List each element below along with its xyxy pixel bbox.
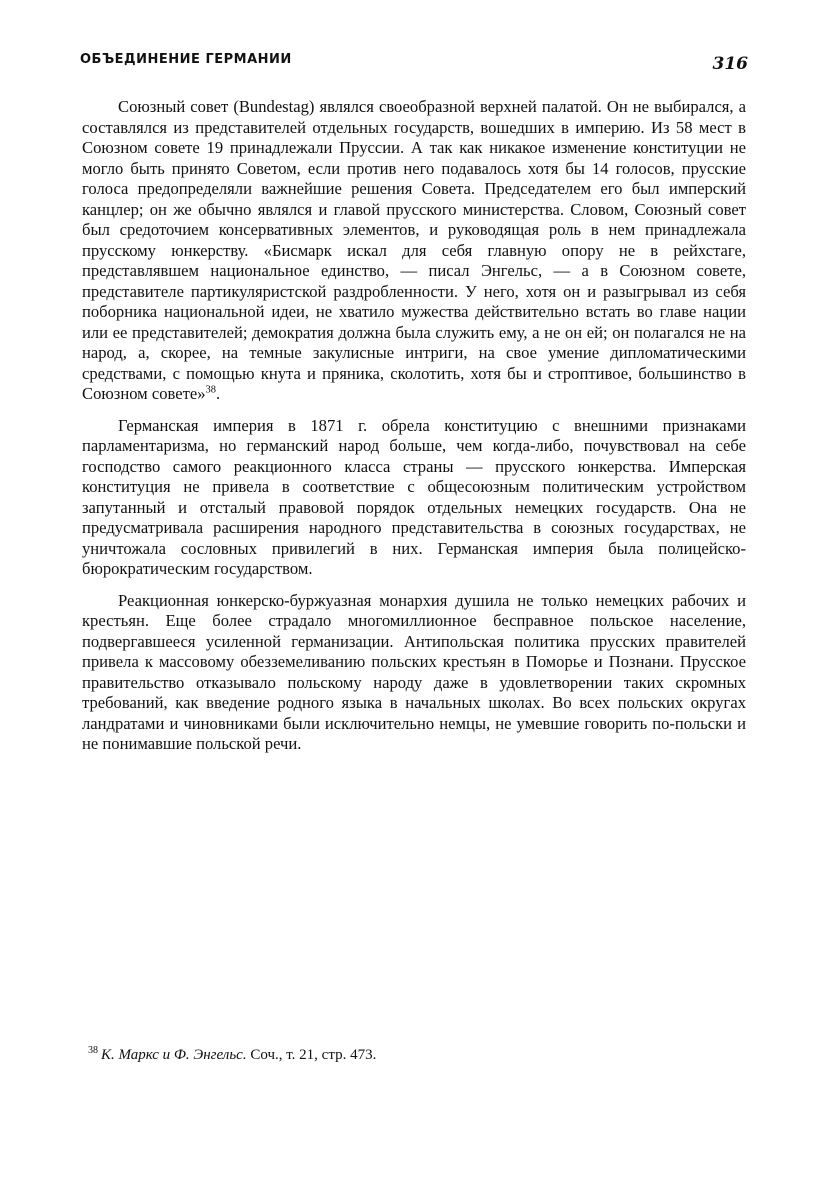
footnote-mark: 38 bbox=[88, 1045, 98, 1056]
footnote-reference: 38 bbox=[205, 384, 217, 396]
footnote bbox=[88, 1047, 748, 1064]
paragraph-2-text: Германская империя в 1871 г. обрела конституцию с внешними признаками парламентаризма, но германский народ больше, чем когда-либо, почувствовал на себе господство самого реакционного класса страны — прусского юнкерства. Имперская конституция не привела в соответствие с общесоюзным политическим устройством запутанный и отсталый правовой порядок отдельных немецких государств. Она не предусматривала расширения народного представительства в союзных государствах, не уничтожала сословных привилегий в них. Германская империя была полицейско-бюрократическим государством. bbox=[82, 415, 746, 578]
paragraph-2 bbox=[82, 416, 746, 580]
footnote-authors: К. Маркс и Ф. Энгельс. bbox=[101, 1047, 247, 1063]
page-number: 316 bbox=[712, 54, 748, 74]
running-head bbox=[80, 52, 748, 76]
body-text bbox=[82, 97, 746, 755]
footnote-citation: Соч., т. 21, стр. 473. bbox=[246, 1047, 377, 1063]
paragraph-3 bbox=[82, 591, 746, 755]
paragraph-3-text: Реакционная юнкерско-буржуазная монархия душила не только немецких рабочих и крестьян. Еще более страдало многомиллионное бесправное польское население, подвергавшееся усиленной германизации. Антипольская политика прусских правителей привела к массовому обезземеливанию польских крестьян в Поморье и Познани. Прусское правительство отказывало польскому народу даже в удовлетворении таких скромных требований, как введение родного языка в начальных школах. Во всех польских округах ландратами и чиновниками были исключительно немцы, не умевшие говорить по-польски и не понимавшие польской речи. bbox=[82, 590, 746, 753]
paragraph-1-end: . bbox=[216, 384, 221, 403]
paragraph-1 bbox=[82, 97, 746, 405]
running-title: ОБЪЕДИНЕНИЕ ГЕРМАНИИ bbox=[80, 52, 292, 67]
paragraph-1-text: Союзный совет (Bundestag) являлся своеобразной верхней палатой. Он не выбирался, а составлялся из представителей отдельных государств, вошедших в империю. Из 58 мест в Союзном совете 19 принадлежали Пруссии. А так как никакое изменение конституции не могло быть принято Советом, если против него подавалось хотя бы 14 голосов, прусские голоса предопределяли важнейшие решения Совета. Председателем его был имперский канцлер; он же обычно являлся и главой прусского министерства. Словом, Союзный совет был средоточием консервативных элементов, и руководящая роль в нем принадлежала прусскому юнкерству. «Бисмарк искал для себя главную опору не в рейхстаге, представлявшем национальное единство, — писал Энгельс, — а в Союзном совете, представителе партикуляристской раздробленности. У него, хотя он и разыгрывал из себя поборника национальной идеи, не хватило мужества действительно встать во главе нации или ее представителей; демократия должна была служить ему, а не он ей; он полагался не на народ, а, скорее, на темные закулисные интриги, на свое умение дипломатическими средствами, с помощью кнута и пряника, сколотить, хотя бы и строптивое, большинство в Союзном совете» bbox=[82, 97, 746, 403]
